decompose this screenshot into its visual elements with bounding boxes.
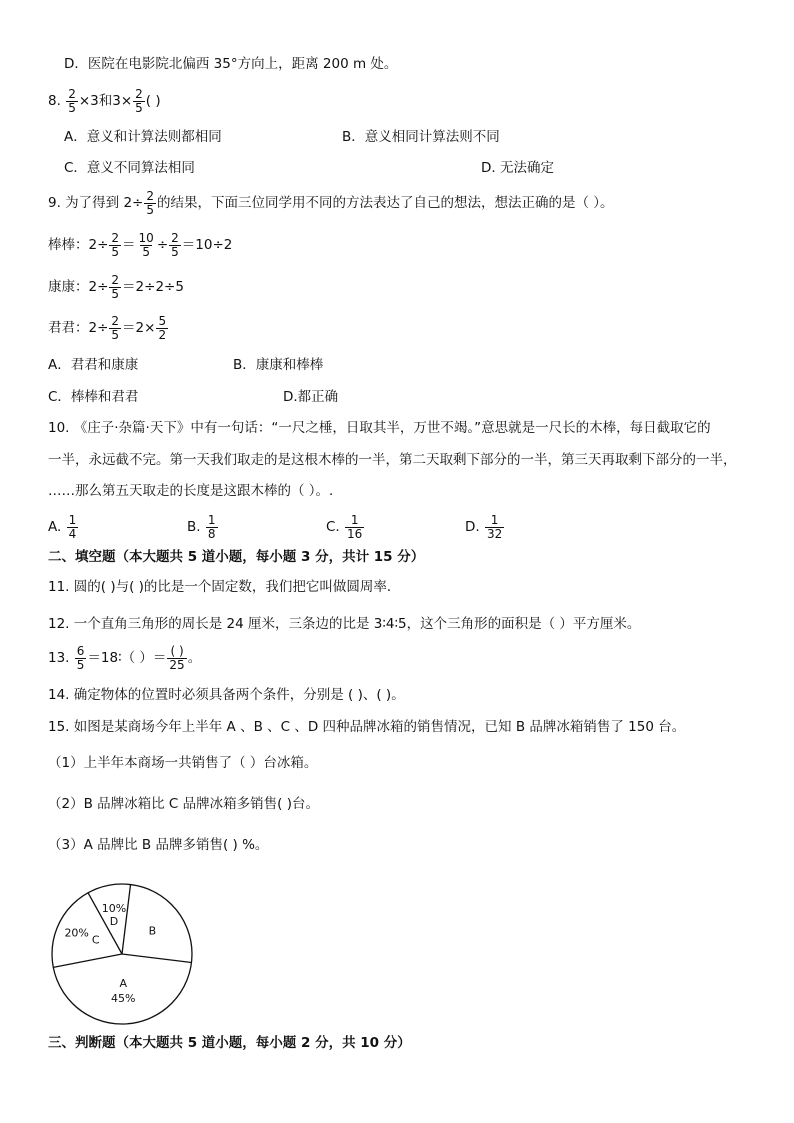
q10-option-b-label: B. — [187, 519, 201, 535]
kangkang-frac-den: 5 — [111, 286, 120, 301]
q10-option-c-label: C. — [326, 519, 340, 535]
q10-option-d-label: D. — [465, 519, 480, 535]
pie-slice-label-a: A — [119, 976, 127, 990]
kangkang-frac-num: 2 — [111, 272, 120, 287]
pie-slice-label-c: C — [91, 933, 100, 947]
q8-frac2-num: 2 — [135, 86, 143, 101]
question-11: 11. 圆的( )与( )的比是一个固定数，我们把它叫做圆周率． — [48, 579, 401, 595]
pie-chart — [45, 878, 200, 1033]
q9-option-a[interactable]: A．君君和康康 — [48, 357, 139, 373]
q8-option-d[interactable]: D. 无法确定 — [481, 160, 554, 176]
q7-option-d: D．医院在电影院北偏西 35°方向上，距离 200 m 处。 — [64, 56, 398, 72]
bangbang-frac-b-den: 5 — [142, 244, 150, 259]
pie-slice-label-d: D — [109, 914, 119, 928]
junjun-frac-b — [156, 315, 168, 342]
bangbang-frac-c-num: 2 — [171, 230, 179, 245]
question-12: 12. 一个直角三角形的周长是 24 厘米，三条边的比是 3∶4∶5，这个三角形的面积是（ ）平方厘米。 — [48, 616, 641, 632]
q10-option-b[interactable] — [187, 510, 219, 544]
q13-number: 13. — [48, 650, 70, 666]
q13-frac2-den: 25 — [169, 657, 185, 672]
q8-option-a[interactable]: A．意义和计算法则都相同 — [64, 129, 222, 145]
q15-sub-1: （1）上半年本商场一共销售了（ ）台冰箱。 — [48, 755, 318, 771]
bangbang-frac-a-num: 2 — [111, 230, 120, 245]
bangbang-div: ÷ — [156, 237, 169, 253]
kangkang-tail: ＝2÷2÷5 — [122, 279, 184, 295]
q15-sub-3: （3）A 品牌比 B 品牌多销售( ) %。 — [48, 837, 269, 853]
q8-option-b[interactable]: B．意义相同计算法则不同 — [342, 129, 500, 145]
bangbang-frac-a-den: 5 — [111, 244, 120, 259]
q9-option-d[interactable]: D.都正确 — [283, 389, 339, 405]
q10-option-c[interactable] — [326, 510, 365, 544]
section-3-title: 三、判断题（本大题共 5 道小题，每小题 2 分，共 10 分） — [48, 1035, 411, 1051]
q9-suffix: 的结果，下面三位同学用不同的方法表达了自己的想法，想法正确的是（ ）。 — [157, 195, 614, 211]
q10-option-d[interactable] — [465, 510, 505, 544]
q10-line-1: 10. 《庄子·杂篇·天下》中有一句话：“一尺之棰，日取其半，万世不竭。”意思就是一尺长的木棒，每日截取它的 — [48, 420, 711, 436]
q13-mid: ＝18∶（ ）＝ — [87, 650, 167, 666]
q13-frac1-den: 5 — [76, 657, 85, 672]
question-14: 14. 确定物体的位置时必须具备两个条件，分别是 ( )、( )。 — [48, 687, 405, 703]
q10-option-a[interactable] — [48, 510, 79, 544]
q8-option-c[interactable]: C．意义不同算法相同 — [64, 160, 195, 176]
section-2-title: 二、填空题（本大题共 5 道小题，每小题 3 分，共计 15 分） — [48, 549, 425, 565]
bangbang-eq: ＝ — [122, 237, 136, 253]
bangbang-frac-c-den: 5 — [171, 244, 179, 259]
q10-d-den: 32 — [486, 526, 503, 541]
kangkang-label: 康康：2÷ — [48, 279, 109, 295]
junjun-frac-a — [109, 315, 121, 342]
q9-frac-num: 2 — [146, 188, 155, 203]
pie-slice-value-d: 10% — [101, 901, 127, 915]
q9-bangbang — [48, 230, 232, 260]
q13-frac2-num: ( ) — [170, 643, 184, 658]
question-9 — [48, 188, 614, 218]
bangbang-frac-b-num: 10 — [138, 230, 154, 245]
question-13 — [48, 641, 201, 675]
q10-a-den: 4 — [68, 526, 77, 541]
q8-fraction-1 — [66, 88, 78, 115]
q9-kangkang — [48, 272, 184, 302]
junjun-label: 君君：2÷ — [48, 320, 109, 336]
q10-a-num: 1 — [68, 512, 77, 527]
q8-frac2-den: 5 — [135, 100, 143, 115]
bangbang-frac-b — [137, 232, 156, 259]
bangbang-label: 棒棒：2÷ — [48, 237, 109, 253]
q10-c-den: 16 — [347, 526, 363, 541]
q8-frac1-num: 2 — [68, 86, 76, 101]
q10-d-num: 1 — [490, 512, 499, 527]
q10-b-num: 1 — [207, 512, 216, 527]
q10-line-3: ……那么第五天取走的长度是这跟木棒的（ ）。. — [48, 483, 334, 499]
pie-slice-value-a: 45% — [110, 991, 136, 1005]
q10-line-2: 一半，永远截不完。第一天我们取走的是这根木棒的一半，第二天取剩下部分的一半，第三天再取剩下部分的一半， — [48, 452, 737, 468]
bangbang-tail: ＝10÷2 — [181, 237, 233, 253]
q10-option-a-label: A. — [48, 519, 62, 535]
q9-frac-den: 5 — [146, 202, 155, 217]
question-8 — [48, 86, 161, 116]
q9-option-c[interactable]: C．棒棒和君君 — [48, 389, 139, 405]
q15-sub-2: （2）B 品牌冰箱比 C 品牌冰箱多销售( )台。 — [48, 796, 319, 812]
junjun-frac-a-den: 5 — [111, 327, 120, 342]
q8-tail: ( ) — [145, 93, 161, 109]
q9-junjun — [48, 313, 169, 343]
q9-option-b[interactable]: B．康康和棒棒 — [233, 357, 324, 373]
pie-slice-value-c: 20% — [64, 926, 89, 940]
bangbang-frac-c — [169, 232, 181, 259]
kangkang-frac — [109, 274, 121, 301]
q8-frac1-den: 5 — [68, 100, 76, 115]
q9-prefix: 9. 为了得到 2÷ — [48, 195, 144, 211]
q10-b-den: 8 — [207, 526, 216, 541]
junjun-mid: ＝2× — [122, 320, 156, 336]
junjun-frac-b-den: 2 — [158, 327, 167, 342]
junjun-frac-b-num: 5 — [158, 313, 167, 328]
junjun-frac-a-num: 2 — [111, 313, 120, 328]
q9-fraction — [144, 190, 156, 217]
q8-number: 8. — [48, 93, 61, 109]
q13-frac-1 — [75, 645, 87, 672]
q13-frac-2 — [167, 645, 186, 672]
question-15: 15. 如图是某商场今年上半年 A 、B 、C 、D 四种品牌冰箱的销售情况，已知 B 品牌冰箱销售了 150 台。 — [48, 719, 686, 735]
pie-slice-label-b: B — [148, 924, 157, 938]
q13-frac1-num: 6 — [76, 643, 85, 658]
q10-c-num: 1 — [350, 512, 359, 527]
bangbang-frac-a — [109, 232, 121, 259]
q8-fraction-2 — [133, 88, 145, 115]
q8-mid: ×3和3× — [78, 93, 133, 109]
q13-end: 。 — [187, 650, 202, 666]
